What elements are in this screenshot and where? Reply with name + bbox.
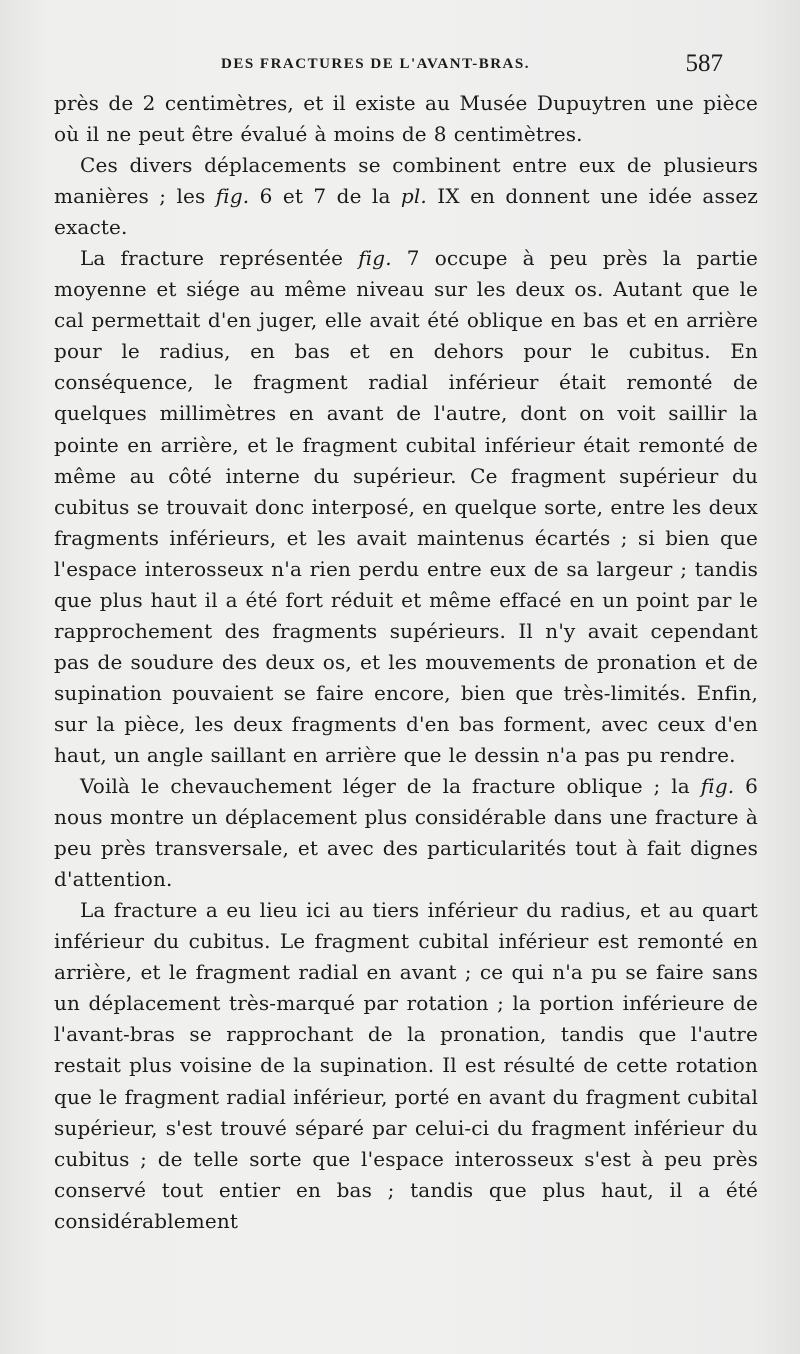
paragraph-3 [54,243,758,771]
paragraph-2 [54,150,758,243]
running-head: DES FRACTURES DE L'AVANT-BRAS. [221,56,530,72]
page-header [55,50,723,82]
paragraph-4 [54,771,758,895]
paragraph-5 [54,895,758,1237]
paragraph-5-text: La fracture a eu lieu ici au tiers inférieur du radius, et au quart inférieur du cubitus. Le fragment cubital inférieur est remonté en arrière, et le fragment radial en avant ; ce qui n'a pu se faire sans un déplacement très-marqué par rotation ; la portion inférieure de l'avant-bras se rapprochant de la pronation, tandis que l'autre restait plus voisine de la supination. Il est résulté de cette rotation que le fragment radial inférieur, porté en avant du fragment cubital supérieur, s'est trouvé séparé par celui-ci du fragment inférieur du cubitus ; de telle sorte que l'espace interosseux s'est à peu près conservé tout entier en bas ; tandis que plus haut, il a été considérablement [54,898,758,1233]
body-text [54,88,758,1237]
paragraph-2-middle: 6 et 7 de la [249,184,401,209]
paragraph-2-before: Ces divers déplacements se combinent entre eux de plusieurs manières ; les [54,153,758,209]
fig-abbreviation: fig. [700,774,735,799]
paragraph-1 [54,88,758,150]
fig-abbreviation: fig. [215,184,250,209]
page-number: 587 [685,50,723,77]
paragraph-3-after: 7 occupe à peu près la partie moyenne et siége au même niveau sur les deux os. Autant que le cal permettait d'en juger, elle avait été oblique en bas et en arrière pour le radius, en bas et en dehors pour le cubitus. En conséquence, le fragment radial inférieur était remonté de quelques millimètres en avant de l'autre, dont on voit saillir la pointe en arrière, et le fragment cubital inférieur était remonté de même au côté interne du supérieur. Ce fragment supérieur du cubitus se trouvait donc interposé, en quelque sorte, entre les deux fragments inférieurs, et les avait maintenus écartés ; si bien que l'espace interosseux n'a rien perdu entre eux de sa largeur ; tandis que plus haut il a été fort réduit et même effacé en un point par le rapprochement des fragments supérieurs. Il n'y avait cependant pas de soudure des deux os, et les mouvements de pronation et de supination pouvaient se faire encore, bien que très-limités. Enfin, sur la pièce, les deux fragments d'en bas forment, avec ceux d'en haut, un angle saillant en arrière que le dessin n'a pas pu rendre. [54,246,758,767]
paragraph-4-before: Voilà le chevauchement léger de la fracture oblique ; la [80,774,701,799]
plate-abbreviation: pl. [400,184,427,209]
paragraph-4-after: 6 nous montre un déplacement plus considérable dans une fracture à peu près transversale, et avec des particularités tout à fait dignes d'attention. [54,774,758,892]
paragraph-1-text: près de 2 centimètres, et il existe au Musée Dupuytren une pièce où il ne peut être évalué à moins de 8 centimètres. [54,91,758,147]
paragraph-3-before: La fracture représentée [80,246,359,271]
paragraph-2-after: IX en donnent une idée assez exacte. [54,184,758,240]
fig-abbreviation: fig. [358,246,392,271]
